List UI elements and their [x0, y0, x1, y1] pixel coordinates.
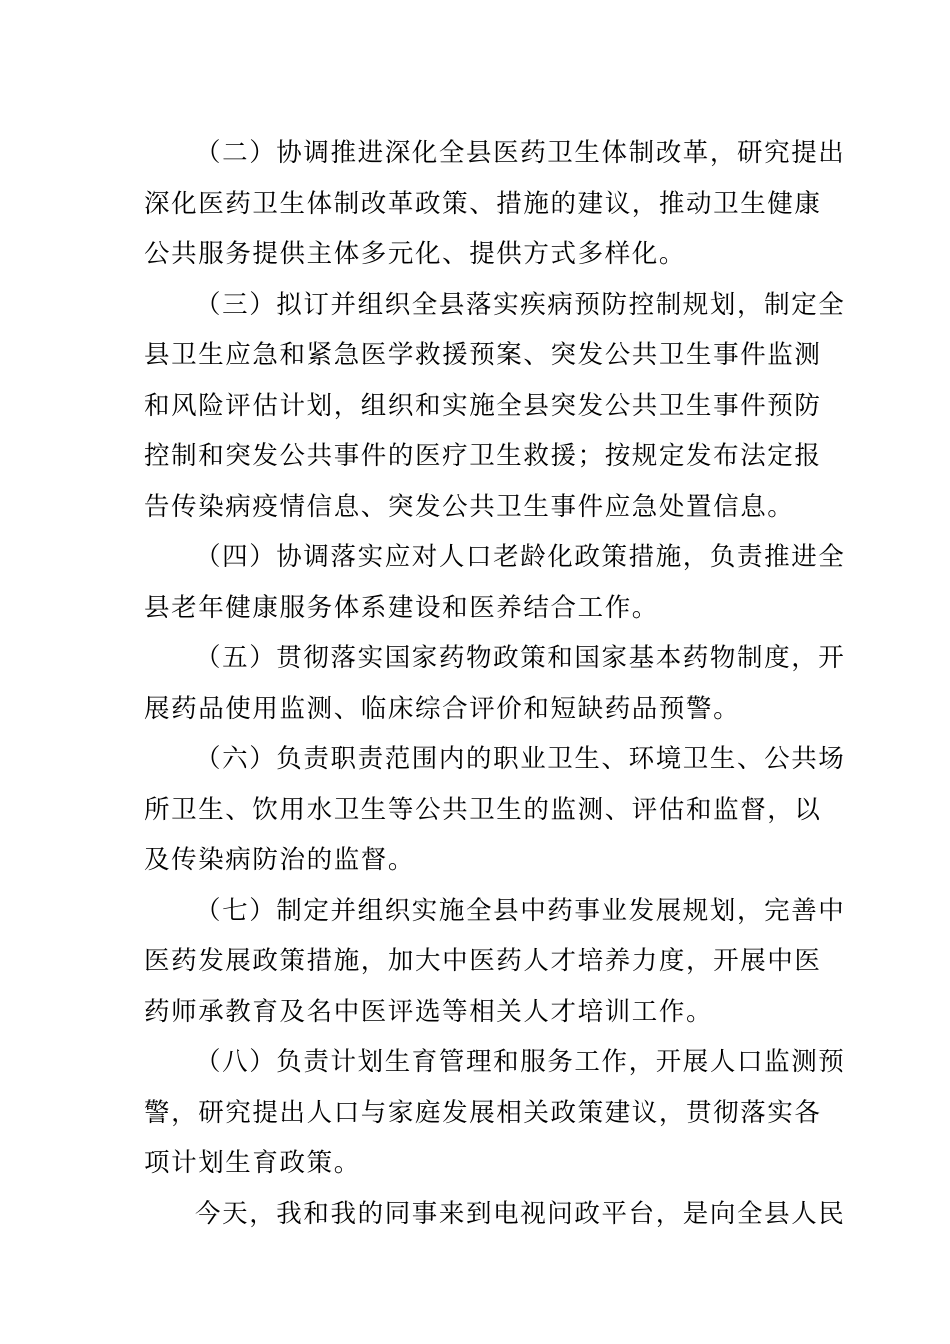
text-line: 医药发展政策措施，加大中医药人才培养力度，开展中医	[144, 946, 822, 976]
text-line: 县老年健康服务体系建设和医养结合工作。	[144, 592, 659, 623]
paragraph-closing	[144, 1189, 846, 1240]
text-line: （五）贯彻落实国家药物政策和国家基本药物制度，开	[195, 643, 846, 673]
text-line: （四）协调落实应对人口老龄化政策措施，负责推进全	[195, 542, 846, 572]
text-line: 控制和突发公共事件的医疗卫生救援；按规定发布法定报	[144, 441, 822, 471]
paragraph-item-7	[144, 886, 846, 1038]
text-line: （二）协调推进深化全县医药卫生体制改革，研究提出	[195, 138, 846, 168]
text-line: 和风险评估计划，组织和实施全县突发公共卫生事件预防	[144, 390, 822, 421]
text-line: 今天，我和我的同事来到电视问政平台，是向全县人民	[195, 1198, 846, 1229]
text-line: 展药品使用监测、临床综合评价和短缺药品预警。	[144, 693, 741, 724]
text-line: （六）负责职责范围内的职业卫生、环境卫生、公共场	[195, 744, 846, 774]
paragraph-item-5	[144, 633, 846, 734]
paragraph-item-4	[144, 532, 846, 633]
text-line: 县卫生应急和紧急医学救援预案、突发公共卫生事件监测	[144, 340, 822, 370]
text-line: （八）负责计划生育管理和服务工作，开展人口监测预	[195, 1047, 846, 1077]
text-line: 警，研究提出人口与家庭发展相关政策建议，贯彻落实各	[144, 1097, 822, 1128]
paragraph-item-6	[144, 734, 846, 886]
text-line: 深化医药卫生体制改革政策、措施的建议，推动卫生健康	[144, 188, 822, 219]
text-line: 所卫生、饮用水卫生等公共卫生的监测、评估和监督，以	[144, 794, 822, 825]
text-line: 告传染病疫情信息、突发公共卫生事件应急处置信息。	[144, 491, 795, 522]
text-line: 项计划生育政策。	[144, 1148, 361, 1178]
text-line: 药师承教育及名中医评选等相关人才培训工作。	[144, 996, 714, 1027]
document-body	[144, 128, 846, 1239]
text-line: 及传染病防治的监督。	[144, 845, 416, 875]
paragraph-item-2	[144, 128, 846, 280]
paragraph-item-8	[144, 1037, 846, 1189]
text-line: 公共服务提供主体多元化、提供方式多样化。	[144, 239, 687, 269]
paragraph-item-3	[144, 280, 846, 533]
text-line: （三）拟订并组织全县落实疾病预防控制规划，制定全	[195, 289, 846, 320]
text-line: （七）制定并组织实施全县中药事业发展规划，完善中	[195, 895, 846, 926]
